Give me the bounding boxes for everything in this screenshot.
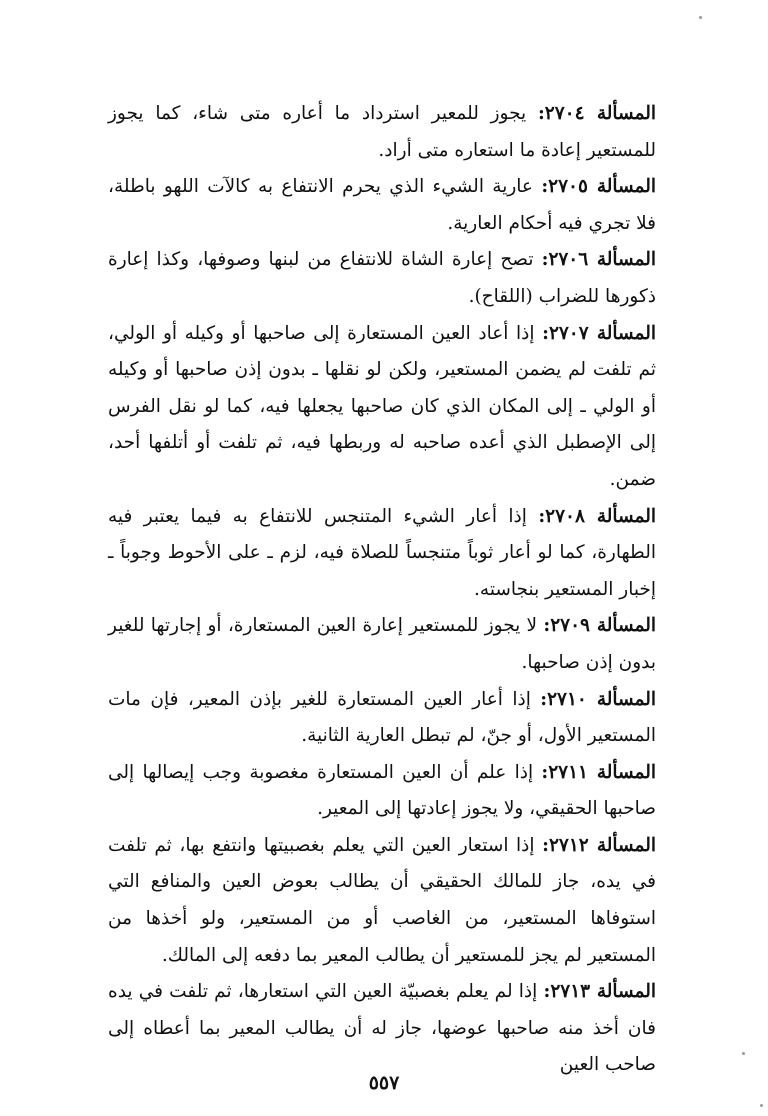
issue-label: المسألة ٢٧٠٨: xyxy=(538,505,657,527)
main-text xyxy=(108,96,656,1084)
issue-label: المسألة ٢٧١٠: xyxy=(540,688,656,710)
issue-label: المسألة ٢٧٠٧: xyxy=(542,322,656,344)
issue-label: المسألة ٢٧٠٥: xyxy=(541,176,656,198)
issue-text: لا يجوز للمستعير إعارة العين المستعارة، أو إجارتها للغير بدون إذن صاحبها. xyxy=(108,615,656,673)
issue-text: عارية الشيء الذي يحرم الانتفاع به كالآت اللهو باطلة، فلا تجري فيه أحكام العارية. xyxy=(108,176,656,234)
issue-text: إذا علم أن العين المستعارة مغصوبة وجب إيصالها إلى صاحبها الحقيقي، ولا يجوز إعادتها إلى المعير. xyxy=(108,761,656,820)
issue-text: إذا لم يعلم بغصبيّة العين التي استعارها، ثم تلفت في يده فان أخذ منه صاحبها عوضها، جاز له أن يطالب المعير بما أعطاه إلى صاحب العين xyxy=(108,981,656,1076)
issue-label: المسألة ٢٧٠٤: xyxy=(537,103,657,124)
issue-text: إذا أعار العين المستعارة للغير بإذن المعير، فإن مات المستعير الأول، أو جنّ، لم تبطل العارية الثانية. xyxy=(108,688,656,747)
issue-2706 xyxy=(108,242,656,315)
issue-2709 xyxy=(108,608,656,681)
issue-label: المسألة ٢٧١٣: xyxy=(543,981,656,1003)
issue-2708 xyxy=(108,499,656,609)
issue-2705 xyxy=(108,169,656,242)
scan-speck xyxy=(699,16,702,19)
issue-text: إذا أعار الشيء المتنجس للانتفاع به فيما يعتبر فيه الطهارة، كما لو أعار ثوباً متنجساً للصلاة فيه، لزم ـ على الأحوط وجوباً ـ إخبار المستعير بنجاسته. xyxy=(108,505,656,600)
scan-speck xyxy=(742,1052,745,1055)
issue-label: المسألة ٢٧٠٦: xyxy=(541,249,657,271)
issue-label: المسألة ٢٧٠٩: xyxy=(543,615,656,637)
issue-2711 xyxy=(108,755,656,828)
issue-2713 xyxy=(108,974,656,1084)
issue-label: المسألة ٢٧١٢: xyxy=(542,834,656,856)
issue-2712 xyxy=(108,828,656,974)
scan-speck xyxy=(760,1104,763,1107)
issue-text: يجوز للمعير استرداد ما أعاره متى شاء، كما يجوز للمستعير إعادة ما استعاره متى أراد. xyxy=(108,103,656,161)
issue-2707 xyxy=(108,316,656,499)
issue-text: إذا أعاد العين المستعارة إلى صاحبها أو وكيله أو الولي، ثم تلفت لم يضمن المستعير، ولكن لو نقلها ـ بدون إذن صاحبها أو وكيله أو الولي ـ إلى المكان الذي كان صاحبها يجعلها فيه، كما لو نقل الفرس إلى الإصطبل الذي أعده صاحبه له وربطها فيه، ثم تلفت أو أتلفها أحد، ضمن. xyxy=(108,322,656,490)
issue-text: إذا استعار العين التي يعلم بغصبيتها وانتفع بها، ثم تلفت في يده، جاز للمالك الحقيقي أن يطالب بعوض العين والمنافع التي استوفاها المستعير، من الغاصب أو من المستعير، ولو أخذها من المستعير لم يجز للمستعير أن يطالب المعير بما دفعه إلى المالك. xyxy=(108,834,656,966)
page-number: ٥٥٧ xyxy=(368,1072,400,1094)
issue-label: المسألة ٢٧١١: xyxy=(541,761,656,783)
issue-text: تصح إعارة الشاة للانتفاع من لبنها وصوفها، وكذا إعارة ذكورها للضراب (اللقاح). xyxy=(108,249,656,307)
issue-2704 xyxy=(108,96,656,169)
issue-2710 xyxy=(108,682,656,755)
